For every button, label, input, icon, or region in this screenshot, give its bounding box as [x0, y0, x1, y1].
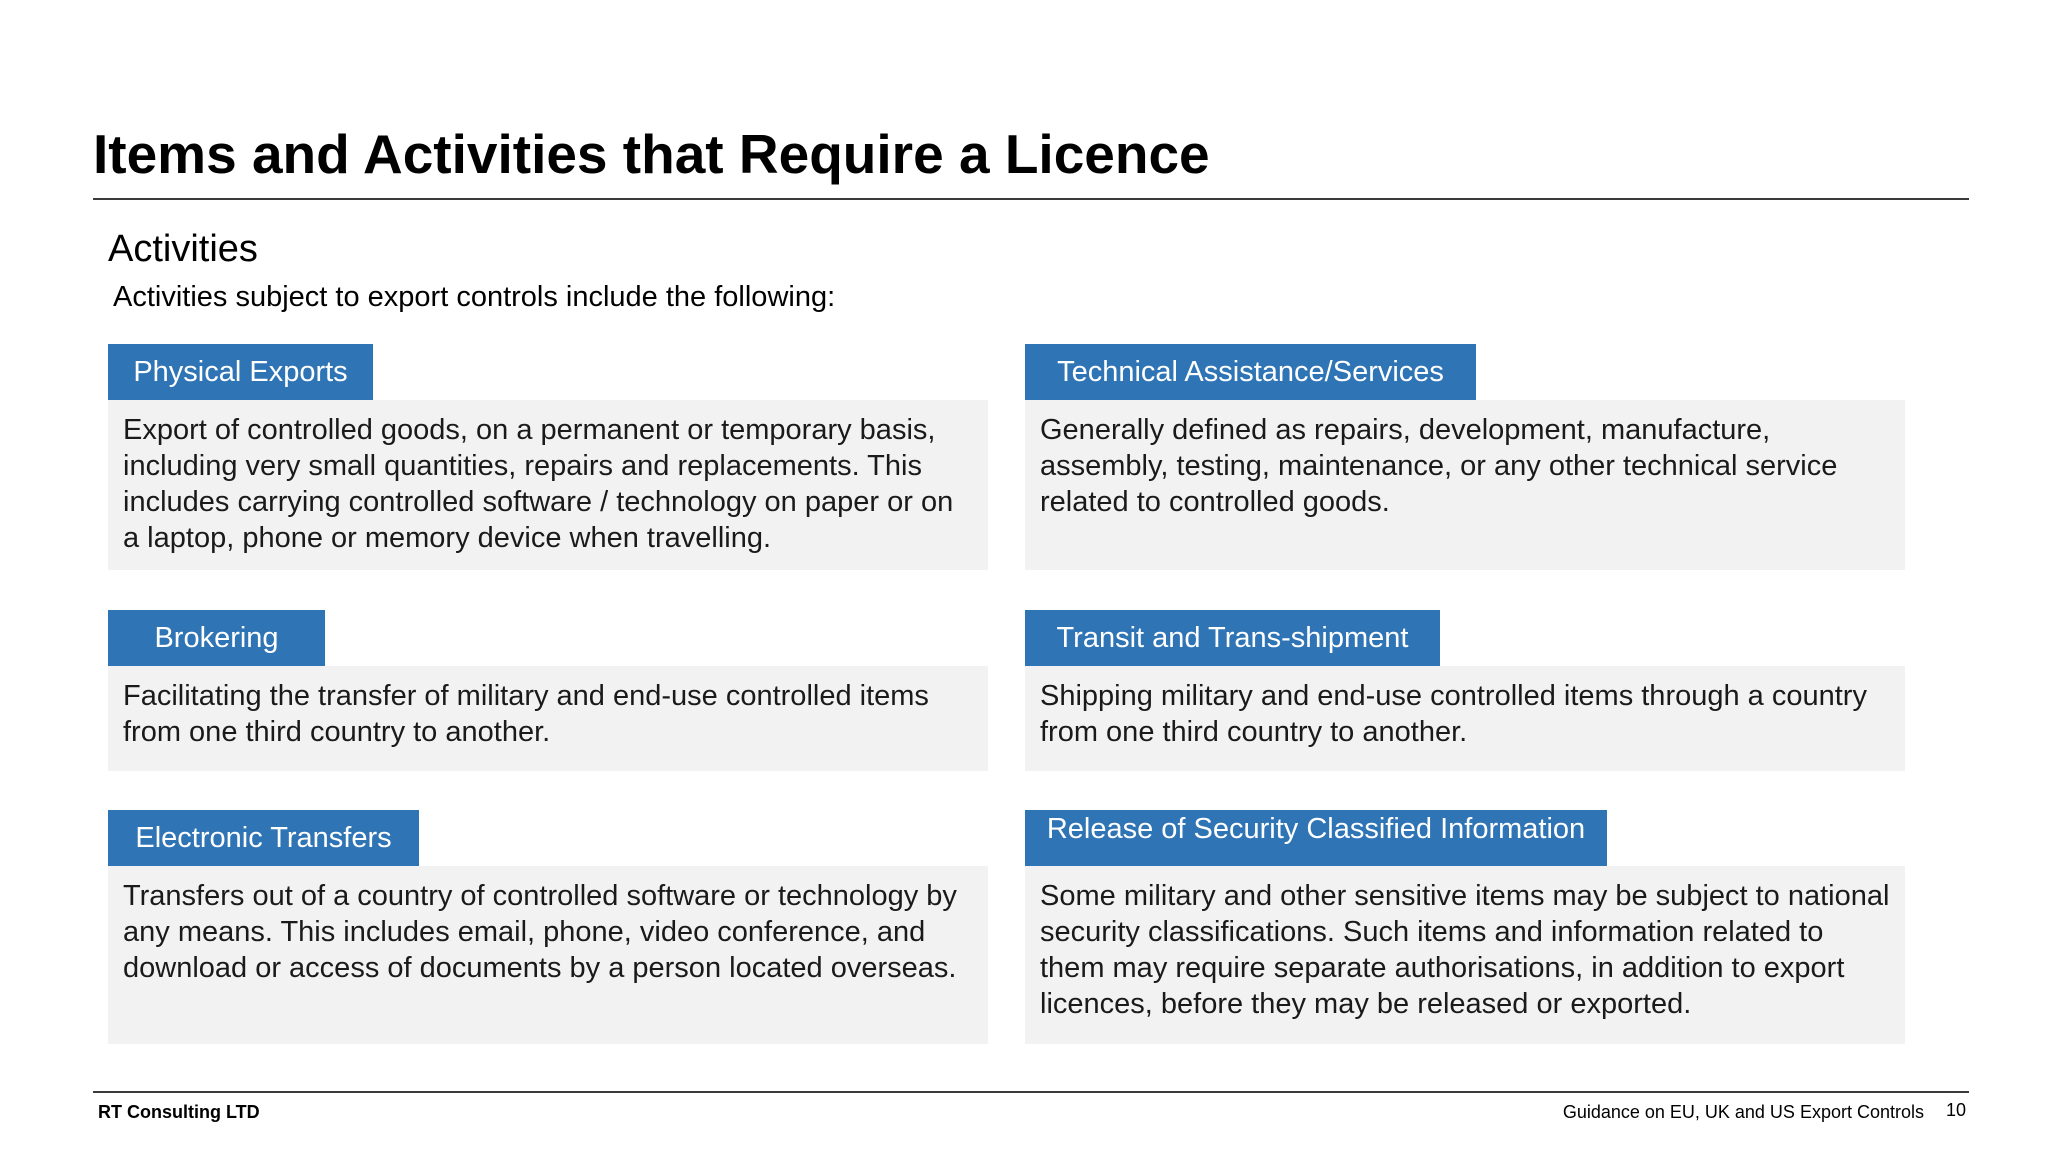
activity-description-transit: Shipping military and end-use controlled items through a country from one third country to another.	[1025, 666, 1905, 771]
activity-tag-physical-exports: Physical Exports	[108, 344, 373, 400]
activity-tag-technical-assistance: Technical Assistance/Services	[1025, 344, 1476, 400]
activity-description-technical-assistance: Generally defined as repairs, development, manufacture, assembly, testing, maintenance, or any other technical service related to controlled goods.	[1025, 400, 1905, 570]
activity-description-physical-exports: Export of controlled goods, on a permanent or temporary basis, including very small quantities, repairs and replacements. This includes carrying controlled software / technology on paper or on a laptop, phone or memory device when travelling.	[108, 400, 988, 570]
activity-tag-transit: Transit and Trans-shipment	[1025, 610, 1440, 666]
activity-description-brokering: Facilitating the transfer of military and end-use controlled items from one third country to another.	[108, 666, 988, 771]
page-number: 10	[1946, 1100, 1967, 1120]
activity-tag-brokering: Brokering	[108, 610, 325, 666]
footer-divider	[93, 1091, 1969, 1093]
title-divider	[93, 198, 1969, 200]
intro-text: Activities subject to export controls include the following:	[113, 281, 836, 313]
footer-document-title: Guidance on EU, UK and US Export Controls	[1562, 1102, 1924, 1122]
section-heading: Activities	[108, 228, 258, 270]
activity-description-security-classified: Some military and other sensitive items may be subject to national security classifications. Such items and information related to them may require separate authorisations, in addition to export licences, before they may be released or exported.	[1025, 866, 1905, 1044]
slide-title: Items and Activities that Require a Licence	[93, 123, 1210, 185]
activity-tag-security-classified: Release of Security Classified Information	[1025, 810, 1607, 866]
activity-tag-electronic-transfers: Electronic Transfers	[108, 810, 419, 866]
footer-company: RT Consulting LTD	[98, 1102, 260, 1122]
activity-description-electronic-transfers: Transfers out of a country of controlled software or technology by any means. This includes email, phone, video conference, and download or access of documents by a person located overseas.	[108, 866, 988, 1044]
